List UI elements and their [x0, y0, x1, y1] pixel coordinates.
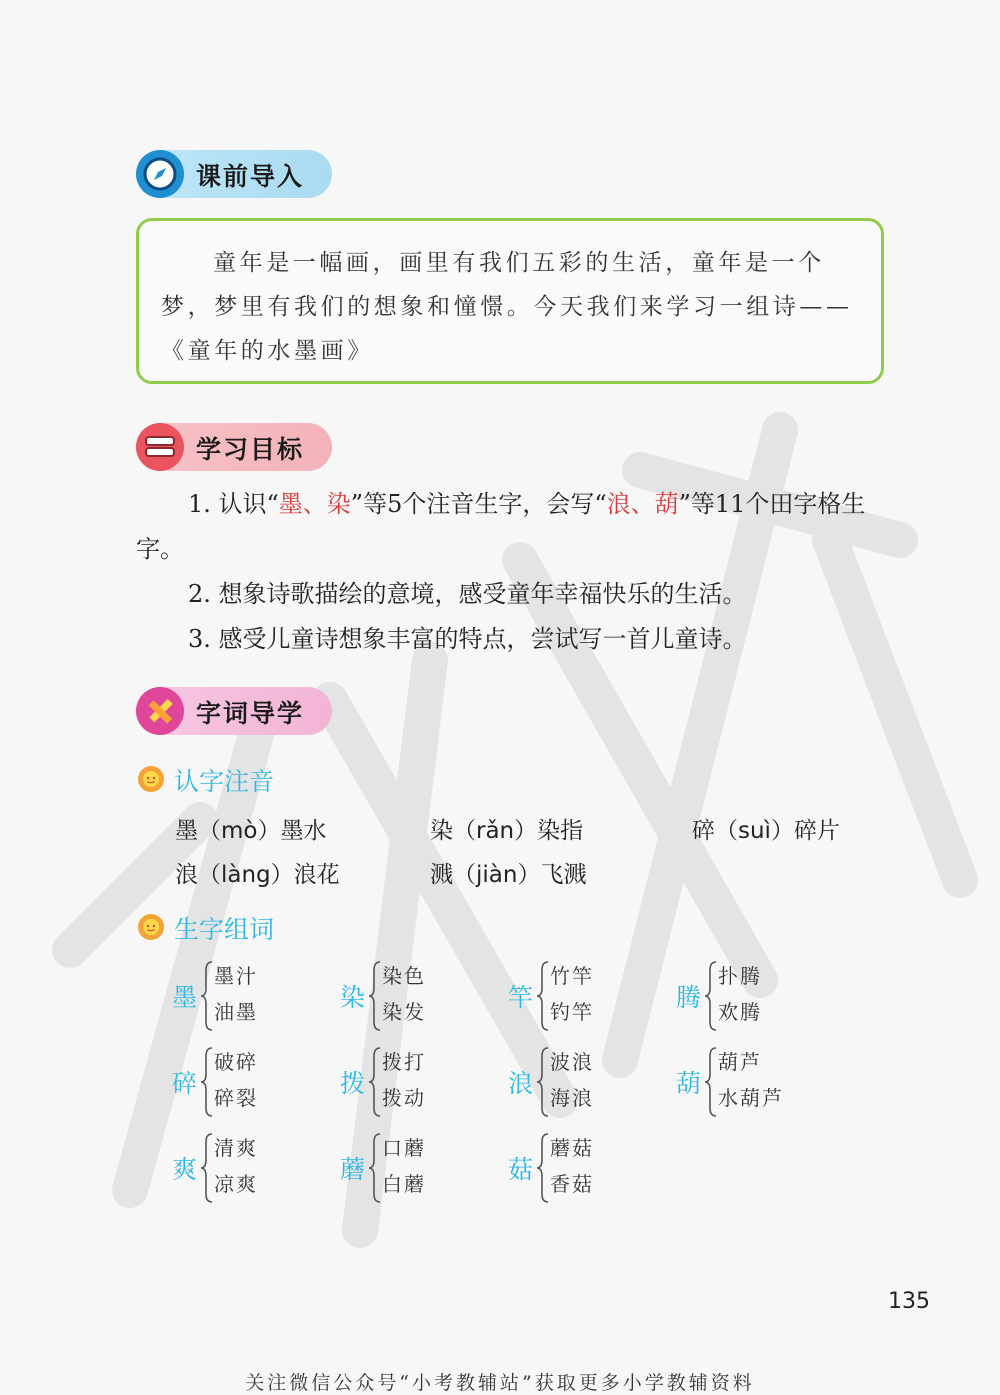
word-group [172, 1046, 322, 1118]
word-group [340, 960, 490, 1032]
intro-text: 童年是一幅画，画里有我们五彩的生活，童年是一个梦，梦里有我们的想象和憧憬。今天我们来学习一组诗——《童年的水墨画》 [136, 218, 884, 384]
section-header-words [136, 687, 332, 735]
pinyin-item: 碎（suì）碎片 [692, 818, 840, 844]
word-group [172, 1132, 322, 1204]
word-group [676, 1046, 826, 1118]
goal-3: 3. 感受儿童诗想象丰富的特点，尝试写一首儿童诗。 [188, 625, 747, 653]
word-group [340, 1132, 490, 1204]
compass-icon [136, 150, 184, 198]
word-group-char: 菇 [508, 1155, 534, 1184]
sun-icon [136, 764, 166, 794]
section-title: 学习目标 [196, 435, 305, 464]
word-group-word: 染色 [382, 964, 426, 988]
pencil-ruler-icon [136, 687, 184, 735]
word-group-char: 墨 [172, 983, 198, 1012]
word-group-word: 破碎 [214, 1050, 258, 1074]
brace-icon [368, 1046, 382, 1118]
word-group-word: 欢腾 [718, 1000, 762, 1024]
section-title: 课前导入 [196, 162, 305, 191]
word-group-word: 香菇 [550, 1172, 594, 1196]
goal-2: 2. 想象诗歌描绘的意境，感受童年幸福快乐的生活。 [188, 580, 747, 608]
word-group-word: 海浪 [550, 1086, 594, 1110]
word-group [676, 960, 826, 1032]
word-group-word: 波浪 [550, 1050, 594, 1074]
word-group-char: 竿 [508, 983, 534, 1012]
word-group [340, 1046, 490, 1118]
word-group-char: 爽 [172, 1155, 198, 1184]
word-group-word: 口蘑 [382, 1136, 426, 1160]
brace-icon [200, 960, 214, 1032]
word-group-word: 清爽 [214, 1136, 258, 1160]
sun-icon [136, 912, 166, 942]
section-title: 字词导学 [196, 699, 305, 728]
brace-icon [536, 1046, 550, 1118]
word-group-word: 凉爽 [214, 1172, 258, 1196]
word-group-word: 葫芦 [718, 1050, 762, 1074]
brace-icon [368, 960, 382, 1032]
brace-icon [536, 960, 550, 1032]
word-group-char: 拨 [340, 1069, 366, 1098]
word-group-word: 染发 [382, 1000, 426, 1024]
word-group-char: 蘑 [340, 1155, 366, 1184]
brace-icon [200, 1132, 214, 1204]
word-group-char: 浪 [508, 1069, 534, 1098]
learning-goals [136, 482, 896, 662]
pinyin-item: 墨（mò）墨水 [175, 818, 327, 844]
word-group-char: 腾 [676, 983, 702, 1012]
word-group-word: 油墨 [214, 1000, 258, 1024]
word-group-word: 墨汁 [214, 964, 258, 988]
word-group [508, 960, 658, 1032]
word-group-word: 扑腾 [718, 964, 762, 988]
page-number: 135 [888, 1289, 930, 1314]
word-group-char: 葫 [676, 1069, 702, 1098]
footer-note: 关注微信公众号“小考教辅站”获取更多小学教辅资料 [245, 1372, 755, 1394]
goal-1: 1. 认识“墨、染”等5个注音生字，会写“浪、葫”等11个田字格生字。 [136, 490, 866, 563]
word-group-char: 碎 [172, 1069, 198, 1098]
word-group-word: 白蘑 [382, 1172, 426, 1196]
brace-icon [536, 1132, 550, 1204]
pinyin-item: 浪（làng）浪花 [175, 862, 340, 888]
brace-icon [200, 1046, 214, 1118]
word-group-word: 竹竿 [550, 964, 594, 988]
word-group-word: 蘑菇 [550, 1136, 594, 1160]
books-icon [136, 423, 184, 471]
word-group-word: 钓竿 [550, 1000, 594, 1024]
word-group [508, 1046, 658, 1118]
brace-icon [368, 1132, 382, 1204]
word-group [508, 1132, 658, 1204]
brace-icon [704, 960, 718, 1032]
section-header-intro [136, 150, 332, 198]
pinyin-item: 染（rǎn）染指 [430, 818, 584, 844]
section-header-goals [136, 423, 332, 471]
word-group-char: 染 [340, 983, 366, 1012]
word-group-word: 拨动 [382, 1086, 426, 1110]
word-group-word: 碎裂 [214, 1086, 258, 1110]
brace-icon [704, 1046, 718, 1118]
word-group-word: 水葫芦 [718, 1086, 784, 1110]
pinyin-item: 溅（jiàn）飞溅 [430, 862, 587, 888]
word-group-word: 拨打 [382, 1050, 426, 1074]
word-group [172, 960, 322, 1032]
